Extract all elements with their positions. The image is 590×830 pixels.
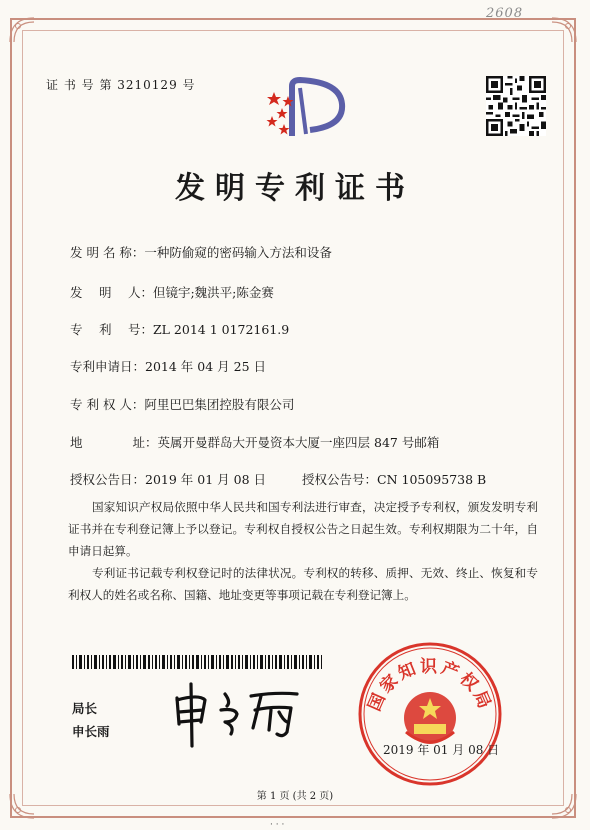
field-patentee: [70, 395, 294, 413]
field-label: 发 明 名 称：: [70, 245, 145, 260]
corner-ornament-icon: [550, 16, 578, 44]
field-value: CN 105095738 B: [377, 472, 487, 487]
field-value: 但镜宇;魏洪平;陈金赛: [152, 285, 274, 300]
corner-ornament-icon: [8, 16, 36, 44]
field-value: 阿里巴巴集团控股有限公司: [144, 397, 295, 412]
barcode-icon: [72, 654, 322, 668]
page-indicator: 第 1 页 (共 2 页): [256, 791, 334, 802]
field-value: 2014 年 04 月 25 日: [145, 359, 267, 374]
seal-date: 2019 年 01 月 08 日: [383, 743, 500, 757]
field-patent-number: [70, 320, 289, 338]
signatory-title: 局长: [72, 701, 98, 716]
field-grant-date: [70, 470, 266, 488]
field-label: 专 利 权 人：: [70, 397, 145, 412]
certificate-number: 证 书 号 第 3210129 号: [46, 78, 196, 92]
signatory-name: 申长雨: [72, 724, 110, 739]
field-address: [70, 433, 439, 451]
field-value: 2019 年 01 月 08 日: [145, 472, 267, 487]
handwritten-signature-icon: [165, 676, 310, 756]
field-invention-name: [70, 243, 332, 261]
field-value: ZL 2014 1 0172161.9: [152, 322, 290, 337]
seal-text: 国家知识产权局: [364, 657, 496, 715]
certificate-title: 发明专利证书: [175, 171, 415, 206]
handwritten-note: 2608: [486, 6, 524, 21]
field-label: 专 利 号：: [70, 322, 153, 337]
field-label: 发 明 人：: [70, 285, 153, 300]
official-seal-icon: [356, 640, 504, 788]
field-label: 专利申请日：: [70, 359, 146, 374]
grant-statement-paragraph: 国家知识产权局依照中华人民共和国专利法进行审查，决定授予专利权，颁发发明专利证书并在专利登记簿上予以登记。专利权自授权公告之日起生效。专利权期限为二十年，自申请日起算。: [68, 500, 538, 558]
field-application-date: [70, 357, 266, 375]
legal-status-paragraph: 专利证书记载专利权登记时的法律状况。专利权的转移、质押、无效、终止、恢复和专利权人的姓名或名称、国籍、地址变更等事项记载在专利登记簿上。: [68, 566, 538, 602]
patent-office-emblem-icon: [262, 74, 352, 146]
qr-code-icon: [486, 76, 546, 136]
field-grant-number: [302, 470, 486, 488]
field-label: 地 址：: [70, 435, 158, 450]
field-value: 一种防偷窥的密码输入方法和设备: [144, 245, 332, 260]
field-label: 授权公告日：: [70, 472, 146, 487]
bottom-edge-mark: · · ·: [270, 820, 285, 830]
field-label: 授权公告号：: [302, 472, 378, 487]
field-value: 英属开曼群岛大开曼资本大厦一座四层 847 号邮箱: [157, 435, 440, 450]
field-inventors: [70, 283, 274, 301]
